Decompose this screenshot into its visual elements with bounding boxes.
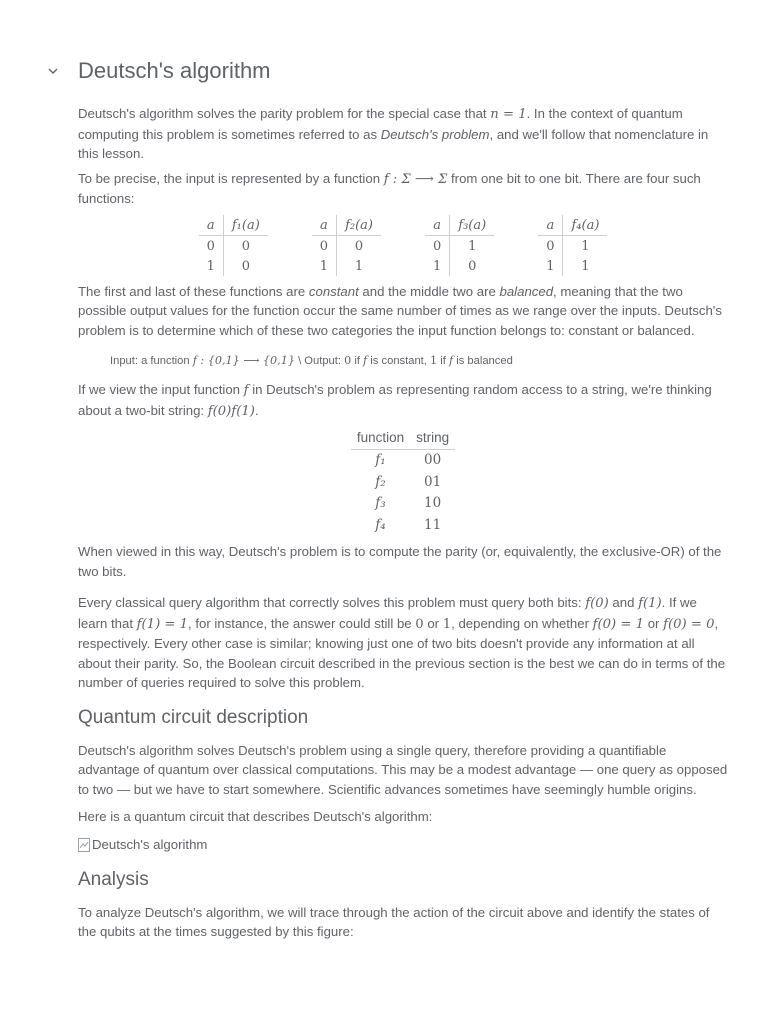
table-row: 1 1 xyxy=(538,256,607,276)
column-header-function: function xyxy=(351,427,410,450)
circuit-image xyxy=(78,835,728,855)
function-table-f2: a f₂(a) 0 0 1 1 xyxy=(312,215,381,276)
section-title: Deutsch's algorithm xyxy=(78,58,271,83)
heading-analysis: Analysis xyxy=(78,868,149,890)
function-table-f4: a f₄(a) 0 1 1 1 xyxy=(538,215,607,276)
problem-io-statement: Input: a function f : {0,1} ⟶ {0,1} \ Output: 0 if f is constant, 1 if f is balanced xyxy=(110,354,513,367)
analysis-paragraph: To analyze Deutsch's algorithm, we will trace through the action of the circuit above and identify the states of the qubits at the times suggested by this figure: xyxy=(78,904,710,939)
math-n-equals-1: n = 1 xyxy=(490,107,527,122)
quantum-paragraph: Deutsch's algorithm solves Deutsch's problem using a single query, therefore providing a quantifiable advantage of quantum over classical computations. This may be a modest advantage — one query as opposed to two — but we have to start somewhere. Scientific advances sometimes have seemingly humble origins. xyxy=(78,742,728,797)
classical-query-paragraph: Every classical query algorithm that correctly solves this problem must query both bits: f(0) and f(1). If we learn that f(1) = 1, for instance, the answer could still be 0 or 1, depending on whether f(0) = 1 or f(0) = 0, respectively. Every other case is similar; knowing just one of two bits doesn't provide any information at all about their parity. So, the Boolean circuit described in the previous section is the best we can do in terms of the number of queries required to solve this problem. xyxy=(78,595,726,690)
term-deutschs-problem: Deutsch's problem xyxy=(380,126,490,142)
table-row: 0 0 xyxy=(312,235,381,256)
math-function-signature: f : Σ ⟶ Σ xyxy=(383,171,448,187)
table-row: f₁ 00 xyxy=(375,452,442,468)
table-row: f₄ 11 xyxy=(375,516,442,533)
function-table-f3: a f₃(a) 0 1 1 0 xyxy=(425,215,494,276)
functions-paragraph: To be precise, the input is represented by a function f : Σ ⟶ Σ from one bit to one bit. There are four such functions: xyxy=(78,170,701,206)
intro-paragraph: Deutsch's algorithm solves the parity problem for the special case that n = 1. In the context of quantum computing this problem is sometimes referred to as Deutsch's problem, and we'll follow that nomenclature in this lesson. xyxy=(78,106,709,161)
string-view-paragraph: If we view the input function f in Deutsch's problem as representing random access to a string, we're thinking about a two-bit string: f(0)f(1). xyxy=(78,382,712,419)
table-row: 0 1 xyxy=(425,235,494,256)
broken-image-icon xyxy=(78,838,90,852)
parity-paragraph: When viewed in this way, Deutsch's problem is to compute the parity (or, equivalently, the exclusive-OR) of the two bits. xyxy=(78,544,722,579)
table-row: f₂ 01 xyxy=(375,473,442,490)
table-row: f₃ 10 xyxy=(375,495,442,511)
column-header-string: string xyxy=(410,427,455,450)
function-tables xyxy=(78,215,728,276)
article-content xyxy=(78,56,728,947)
table-row: 1 0 xyxy=(425,256,494,276)
heading-quantum-circuit-description: Quantum circuit description xyxy=(78,706,309,728)
function-table-f1: a f₁(a) 0 0 1 0 xyxy=(199,215,268,276)
table-row: 1 1 xyxy=(312,256,381,276)
chevron-down-icon[interactable] xyxy=(46,64,60,78)
table-row: 1 0 xyxy=(199,256,268,276)
table-row: 0 1 xyxy=(538,235,607,256)
circuit-intro-paragraph: Here is a quantum circuit that describes Deutsch's algorithm: xyxy=(78,809,433,824)
table-row: 0 0 xyxy=(199,235,268,256)
image-alt-text: Deutsch's algorithm xyxy=(92,836,208,852)
constant-balanced-paragraph: The first and last of these functions are constant and the middle two are balanced, meaning that the two possible output values for the function occur the same number of times as we range over the inputs. Deutsch's problem is to determine which of these two categories the input function belongs to: constant or balanced. xyxy=(78,283,722,338)
function-string-table xyxy=(351,427,455,536)
